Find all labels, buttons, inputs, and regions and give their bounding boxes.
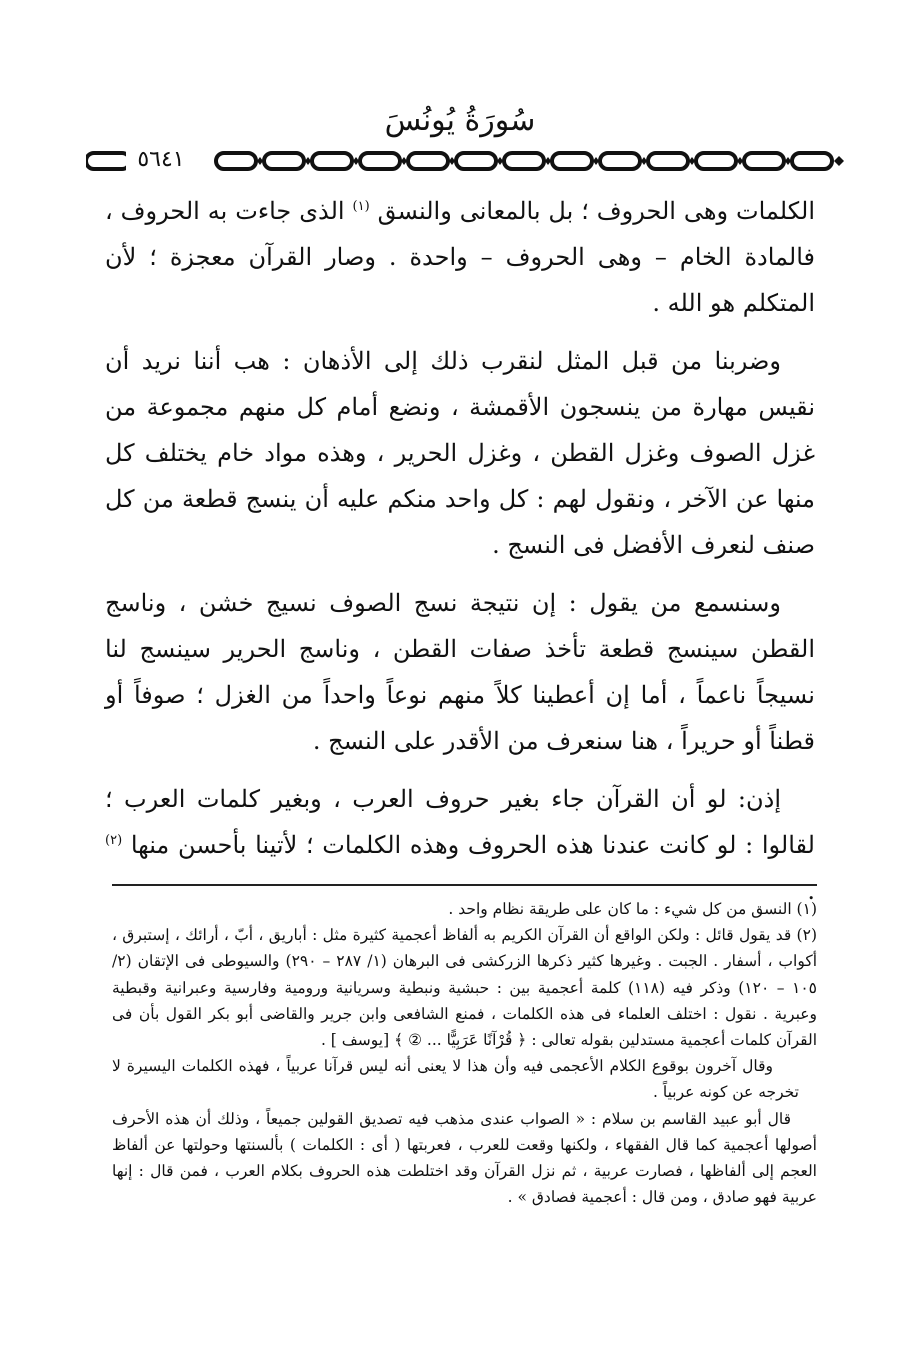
chain-ornament xyxy=(86,150,846,172)
footnote-divider xyxy=(112,884,817,886)
paragraph: إذن: لو أن القرآن جاء بغير حروف العرب ، وبغير كلمات العرب ؛ لقالوا : لو كانت عندنا هذه الحروف وهذه الكلمات ؛ لأتينا بأحسن منها $^{(٢)}$ . xyxy=(105,785,815,905)
footnote-ref: (١) xyxy=(352,199,370,214)
decorative-chain-border xyxy=(86,147,846,172)
paragraph: وسنسمع من يقول : إن نتيجة نسج الصوف نسيج خشن ، وناسج القطن سينسج قطعة تأخذ صفات القطن ، وناسج الحرير سينسج لنا نسيجاً ناعماً ، أما إن أعطينا كلاً منهم نوعاً واحداً من الغزل ؛ صوفاً أو قطناً أو حريراً ، هنا سنعرف من الأقدر على النسج . xyxy=(105,589,815,755)
paragraph: وضربنا من قبل المثل لنقرب ذلك إلى الأذهان : هب أننا نريد أن نقيس مهارة من ينسجون الأقمشة ، ونضع أمام كل منهم مجموعة من غزل الصوف وغزل القطن ، وغزل الحرير ، وهذه مواد خام يختلف كل منها عن الآخر ، ونقول لهم : كل واحد منكم عليه أن ينسج قطعة من كل صنف لنعرف الأفضل فى النسج . xyxy=(105,347,816,559)
page-number: ٥٦٤١ xyxy=(126,146,196,174)
surah-title: سُورَةُ يُونُسَ xyxy=(384,103,536,138)
footnote-1: (١) النسق من كل شيء : ما كان على طريقة نظام واحد . xyxy=(448,900,817,918)
footnotes xyxy=(112,896,817,1210)
footnote-2-quote: قال أبو عبيد القاسم بن سلام : « الصواب عندى مذهب فيه تصديق القولين جميعاً ، وذلك أن هذه الأحرف أصولها أعجمية كما قال الفقهاء ، ولكنها وقعت للعرب ، فعربتها ( أى : الكلمات ) بألسنتها وحولتها عن ألفاظ العجم إلى ألفاظها ، فصارت عربية ، ثم نزل القرآن وقد اختلطت هذه الحروف بكلام العرب ، فمن قال : إنها عربية فهو صادق ، ومن قال : أعجمية فصادق » . xyxy=(112,1109,817,1207)
footnote-ref: (٢) xyxy=(105,833,123,848)
footnote-2: (٢) قد يقول قائل : ولكن الواقع أن القرآن الكريم به ألفاظ أعجمية كثيرة مثل : أباريق ، أبّ ، أرائك ، إستبرق ، أكواب ، أسفار . الجبت . وغيرها كثير ذكرها الزركشى فى البرهان (١/ ٢٨٧ – ٢٩٠) والسيوطى فى الإتقان (٢/ ١٠٥ – ١٢٠) وذكر فيه (١١٨) كلمة أعجمية بين : حبشية ونبطية وسريانية ورومية وفارسية وعبرانية وقبطية وعبرية . نقول : اختلف العلماء فى هذه الكلمات ، فمنع الشافعى وابن جرير والقاضى أبو بكر القول بأن فى القرآن كلمات أعجمية مستدلين بقوله تعالى : ﴿ قُرْآنًا عَرَبِيًّا ... ② ﴾ [يوسف ] . xyxy=(112,926,818,1050)
paragraph: الكلمات وهى الحروف ؛ بل بالمعانى والنسق $^{(١)}$ الذى جاءت به الحروف ، فالمادة الخام – وهى الحروف – واحدة . وصار القرآن معجزة ؛ لأن المتكلم هو الله . xyxy=(105,197,815,317)
footnote-2-continuation: وقال آخرون بوقوع الكلام الأعجمى فيه وأن هذا لا يعنى أنه ليس قرآنا عربياً ، فهذه الكلمات اليسيرة لا تخرجه عن كونه عربياً . xyxy=(112,1057,799,1102)
main-text xyxy=(105,188,815,914)
